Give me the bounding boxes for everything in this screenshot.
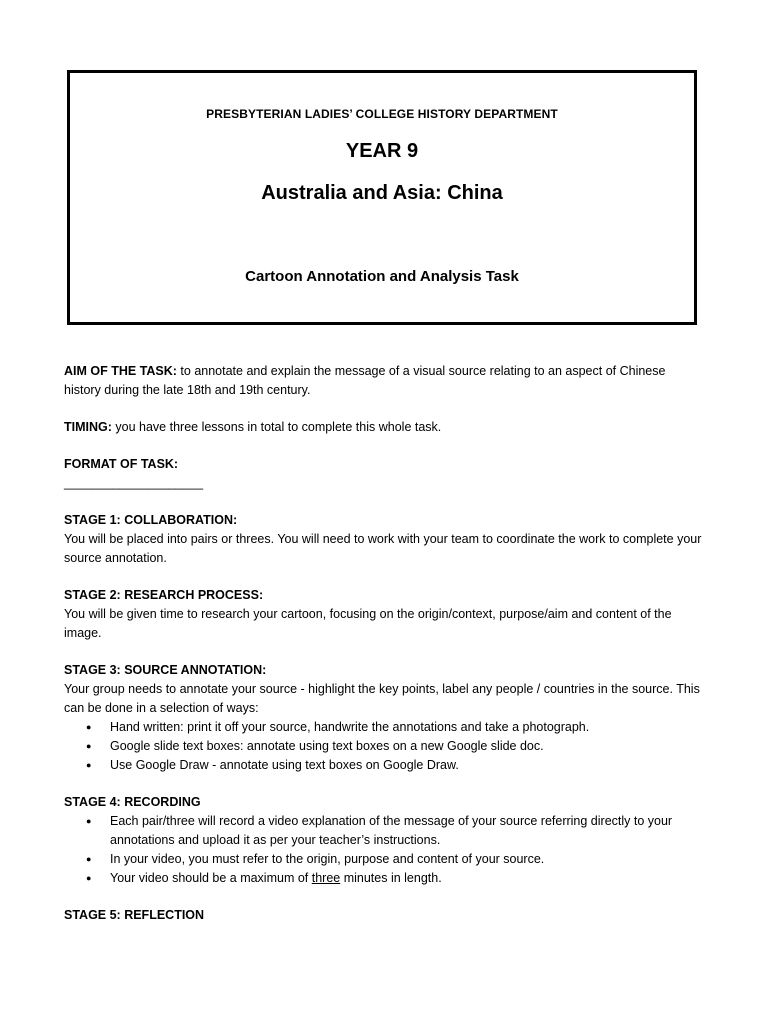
stage1-heading: STAGE 1: COLLABORATION: [64,513,238,527]
timing-paragraph [64,418,704,437]
video-length-underlined: three [311,871,341,885]
list-item: ● Hand written: print it off your source, handwrite the annotations and take a photograph. [64,718,704,737]
subject-heading: Australia and Asia: China [261,182,503,204]
format-rule: ____________________ [64,476,204,490]
stage3-section [64,661,704,775]
video-length-before: Your video should be a maximum of [110,871,312,885]
title-box [67,70,697,325]
stage2-text: You will be given time to research your cartoon, focusing on the origin/context, purpose/aim and content of the image. [64,607,672,640]
list-item: ● Each pair/three will record a video explanation of the message of your source referring directly to your annotations and upload it as per your teacher’s instructions. [64,812,704,850]
stage2-paragraph [64,586,704,643]
timing-label: TIMING: [64,420,112,434]
list-item: ● Google slide text boxes: annotate using text boxes on a new Google slide doc. [64,737,704,756]
stage4-section [64,793,704,888]
list-item [64,869,704,888]
aim-text: to annotate and explain the message of a visual source relating to an aspect of Chinese history during the late 18th and 19th century. [64,364,666,397]
format-paragraph [64,455,704,493]
stage5-section [64,906,704,925]
aim-paragraph [64,362,704,400]
task-title: Cartoon Annotation and Analysis Task [245,268,519,285]
stage4-list [64,812,704,888]
stage5-heading: STAGE 5: REFLECTION [64,908,205,922]
timing-text: you have three lessons in total to complete this whole task. [111,420,442,434]
video-length-after: minutes in length. [340,871,442,885]
list-item: ● In your video, you must refer to the origin, purpose and content of your source. [64,850,704,869]
stage3-list [64,718,704,775]
list-item: ● Use Google Draw - annotate using text boxes on Google Draw. [64,756,704,775]
stage3-text: Your group needs to annotate your source - highlight the key points, label any people / countries in the source. This can be done in a selection of ways: [64,682,700,715]
format-label: FORMAT OF TASK: [64,457,179,471]
year-heading: YEAR 9 [345,140,419,162]
stage3-heading: STAGE 3: SOURCE ANNOTATION: [64,663,267,677]
stage2-heading: STAGE 2: RESEARCH PROCESS: [64,588,264,602]
aim-label: AIM OF THE TASK: [64,364,177,378]
stage1-text: You will be placed into pairs or threes. You will need to work with your team to coordinate the work to complete your source annotation. [64,532,702,565]
stage4-heading: STAGE 4: RECORDING [64,795,201,809]
department-heading: PRESBYTERIAN LADIES’ COLLEGE HISTORY DEPARTMENT [206,107,558,121]
task-body [64,362,704,925]
stage1-paragraph [64,511,704,568]
